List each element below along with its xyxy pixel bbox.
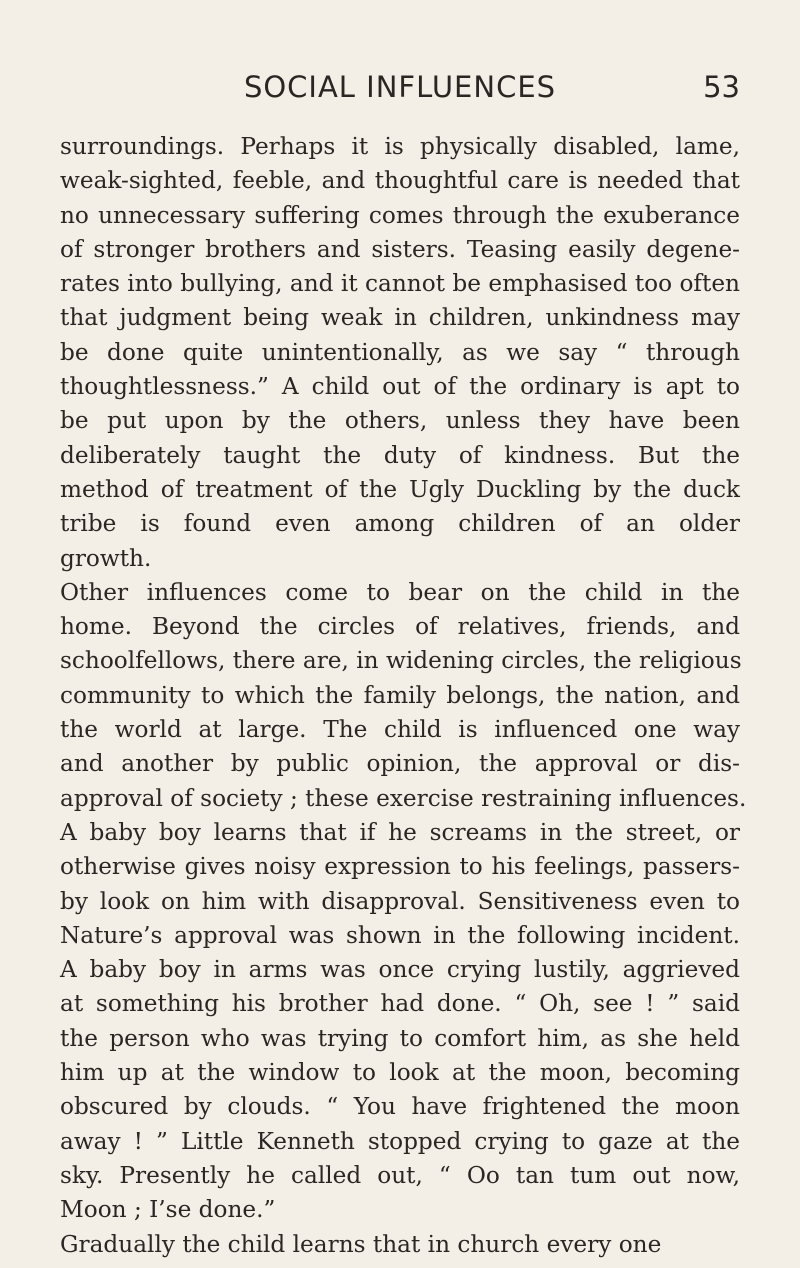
book-page	[60, 70, 747, 1262]
text-line: otherwise gives noisy expression to his feelings, passers-	[60, 853, 740, 881]
text-line: and another by public opinion, the approval or dis-	[60, 750, 740, 778]
text-line: be put upon by the others, unless they have been	[60, 407, 740, 435]
text-line: be done quite unintentionally, as we say “ through	[60, 338, 740, 366]
text-line: obscured by clouds. “ You have frightened the moon	[60, 1093, 740, 1121]
text-line: surroundings. Perhaps it is physically disabled, lame,	[60, 133, 740, 160]
text-line: A baby boy learns that if he screams in the street, or	[60, 818, 740, 846]
text-line: sky. Presently he called out, “ Oo tan tum out now,	[60, 1161, 740, 1189]
text-line: approval of society ; these exercise restraining influences.	[60, 784, 747, 812]
running-title: SOCIAL INFLUENCES	[243, 70, 557, 104]
text-line: schoolfellows, there are, in widening circles, the religious	[60, 647, 742, 675]
text-line: away ! ” Little Kenneth stopped crying to gaze at the	[60, 1127, 740, 1155]
text-line: deliberately taught the duty of kindness. But the	[60, 441, 740, 469]
text-line: Other influences come to bear on the child in the	[60, 578, 740, 606]
text-line: of stronger brothers and sisters. Teasing easily degene-	[60, 235, 740, 263]
text-line: A baby boy in arms was once crying lustily, aggrieved	[60, 956, 740, 984]
text-line: thoughtlessness.” A child out of the ordinary is apt to	[60, 373, 740, 401]
text-line: weak-sighted, feeble, and thoughtful care is needed that	[60, 167, 740, 195]
text-line: Nature’s approval was shown in the following incident.	[60, 921, 740, 949]
text-line: community to which the family belongs, the nation, and	[60, 681, 740, 709]
text-line: method of treatment of the Ugly Duckling by the duck	[60, 475, 740, 503]
text-line: by look on him with disapproval. Sensitiveness even to	[60, 887, 740, 915]
paragraph	[60, 1228, 740, 1262]
paragraph	[60, 576, 747, 1228]
text-line: at something his brother had done. “ Oh, see ! ” said	[60, 990, 740, 1018]
text-line: no unnecessary suffering comes through the exuberance	[60, 201, 740, 229]
text-line: that judgment being weak in children, unkindness may	[60, 304, 740, 332]
text-line: Moon ; I’se done.”	[60, 1196, 276, 1224]
paragraph	[60, 130, 740, 576]
text-line: the world at large. The child is influenced one way	[60, 716, 740, 744]
text-line: tribe is found even among children of an older	[60, 510, 740, 538]
text-line: the person who was trying to comfort him, as she held	[60, 1024, 740, 1052]
text-line: home. Beyond the circles of relatives, friends, and	[60, 613, 740, 641]
body-text	[60, 130, 747, 1262]
text-line: Gradually the child learns that in church every one	[60, 1230, 662, 1258]
text-line: growth.	[60, 544, 152, 572]
text-line: rates into bullying, and it cannot be emphasised too often	[60, 270, 740, 298]
text-line: him up at the window to look at the moon, becoming	[60, 1059, 740, 1087]
page-number: 53	[703, 70, 740, 104]
running-head	[60, 70, 740, 114]
